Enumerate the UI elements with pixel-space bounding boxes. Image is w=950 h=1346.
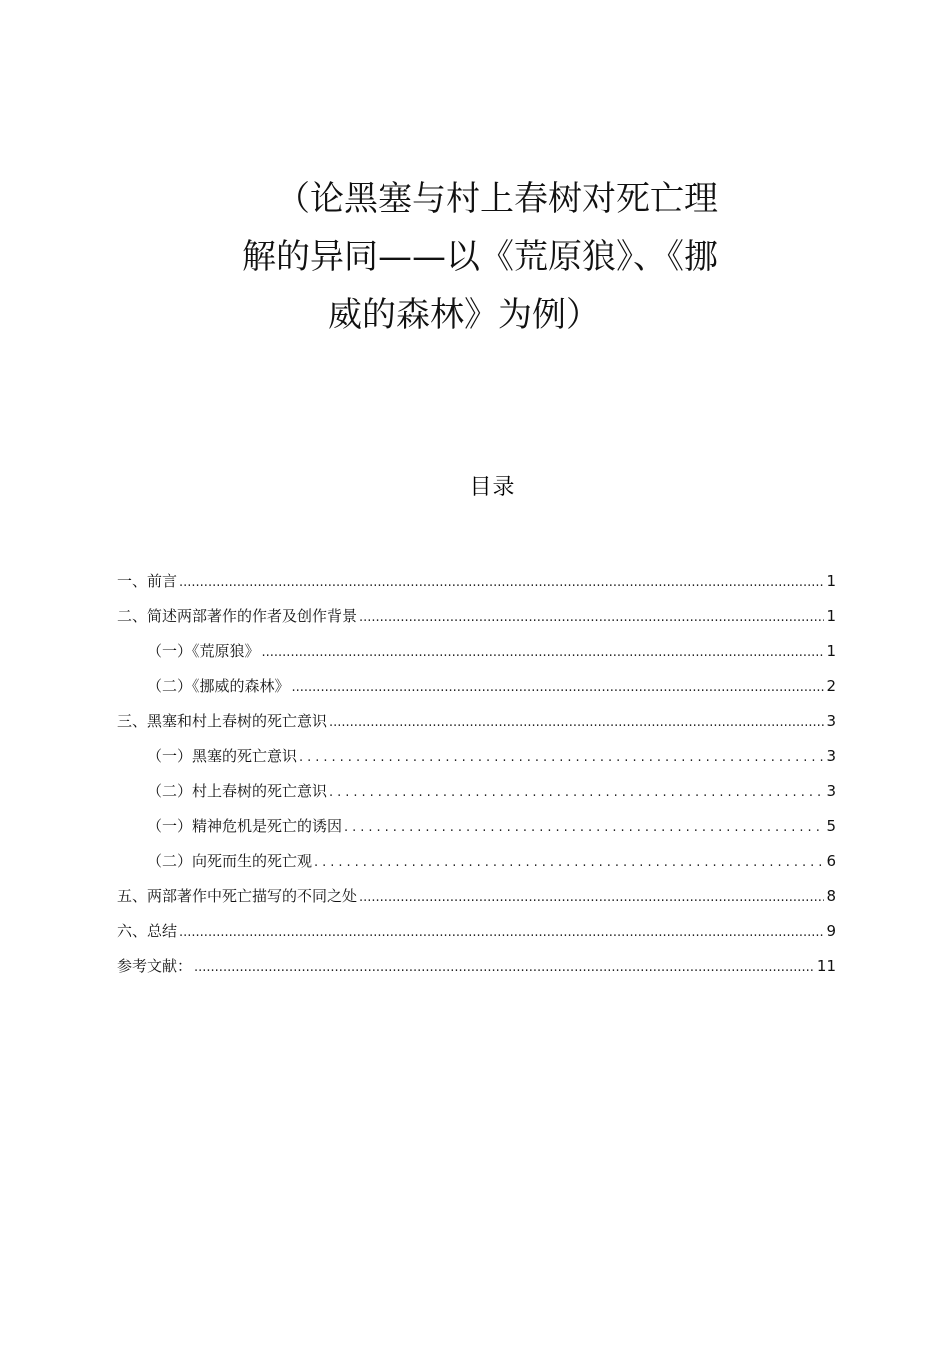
toc-dot-leader [299, 750, 824, 765]
toc-dot-leader [314, 855, 824, 870]
toc-entry-being-toward-death[interactable] [117, 850, 836, 885]
toc-entry-hesse-death[interactable] [117, 745, 836, 780]
toc-page-number: 1 [826, 607, 836, 625]
toc-page-number: 5 [826, 817, 836, 835]
toc-entry-murakami-death[interactable] [117, 780, 836, 815]
toc-dot-leader [359, 890, 824, 905]
toc-page-number: 1 [826, 572, 836, 590]
toc-entry-label: （一）精神危机是死亡的诱因 [147, 817, 343, 835]
toc-entry-death-consciousness[interactable] [117, 710, 836, 745]
toc-entry-label: （二）《挪威的森林》 [147, 677, 290, 695]
toc-page-number: 3 [826, 747, 836, 765]
toc-entry-label: 二、简述两部著作的作者及创作背景 [117, 607, 358, 625]
toc-entry-label: 六、总结 [117, 922, 178, 940]
toc-page-number: 8 [826, 887, 836, 905]
toc-entry-preface[interactable] [117, 570, 836, 605]
toc-page-number: 11 [816, 957, 836, 975]
toc-entry-label: （一）黑塞的死亡意识 [147, 747, 298, 765]
toc-entry-steppenwolf[interactable] [117, 640, 836, 675]
toc-page-number: 1 [826, 642, 836, 660]
toc-entry-references[interactable] [117, 955, 836, 990]
toc-entry-spiritual-crisis[interactable] [117, 815, 836, 850]
toc-entry-label: （一）《荒原狼》 [147, 642, 260, 660]
toc-dot-leader [329, 715, 824, 730]
document-title [150, 170, 718, 344]
toc-entry-authors-background[interactable] [117, 605, 836, 640]
toc-entry-label: （二）向死而生的死亡观 [147, 852, 313, 870]
toc-entry-norwegian-wood[interactable] [117, 675, 836, 710]
title-line-1: （论黑塞与村上春树对死亡理 [276, 179, 718, 219]
toc-dot-leader [179, 925, 824, 940]
toc-dot-leader [179, 575, 824, 590]
toc-page-number: 3 [826, 712, 836, 730]
toc-entry-differences[interactable] [117, 885, 836, 920]
title-line-3: 威的森林》为例） [328, 295, 600, 335]
toc-entry-summary[interactable] [117, 920, 836, 955]
toc-dot-leader [344, 820, 824, 835]
title-line-2: 解的异同——以《荒原狼》、《挪 [242, 237, 718, 277]
toc-heading: 目录 [469, 475, 516, 500]
toc-page-number: 9 [826, 922, 836, 940]
toc-dot-leader [262, 645, 825, 660]
toc-page-number: 3 [826, 782, 836, 800]
toc-entry-label: （二）村上春树的死亡意识 [147, 782, 328, 800]
toc-page-number: 2 [826, 677, 836, 695]
toc-dot-leader [359, 610, 824, 625]
toc-dot-leader [194, 960, 815, 975]
toc-entry-label: 五、两部著作中死亡描写的不同之处 [117, 887, 358, 905]
toc-entry-label: 一、前言 [117, 572, 178, 590]
toc-entry-label: 三、黑塞和村上春树的死亡意识 [117, 712, 328, 730]
toc-dot-leader [292, 680, 825, 695]
toc-entry-label: 参考文献： [117, 957, 193, 975]
table-of-contents [117, 570, 836, 990]
toc-page-number: 6 [826, 852, 836, 870]
toc-dot-leader [329, 785, 824, 800]
